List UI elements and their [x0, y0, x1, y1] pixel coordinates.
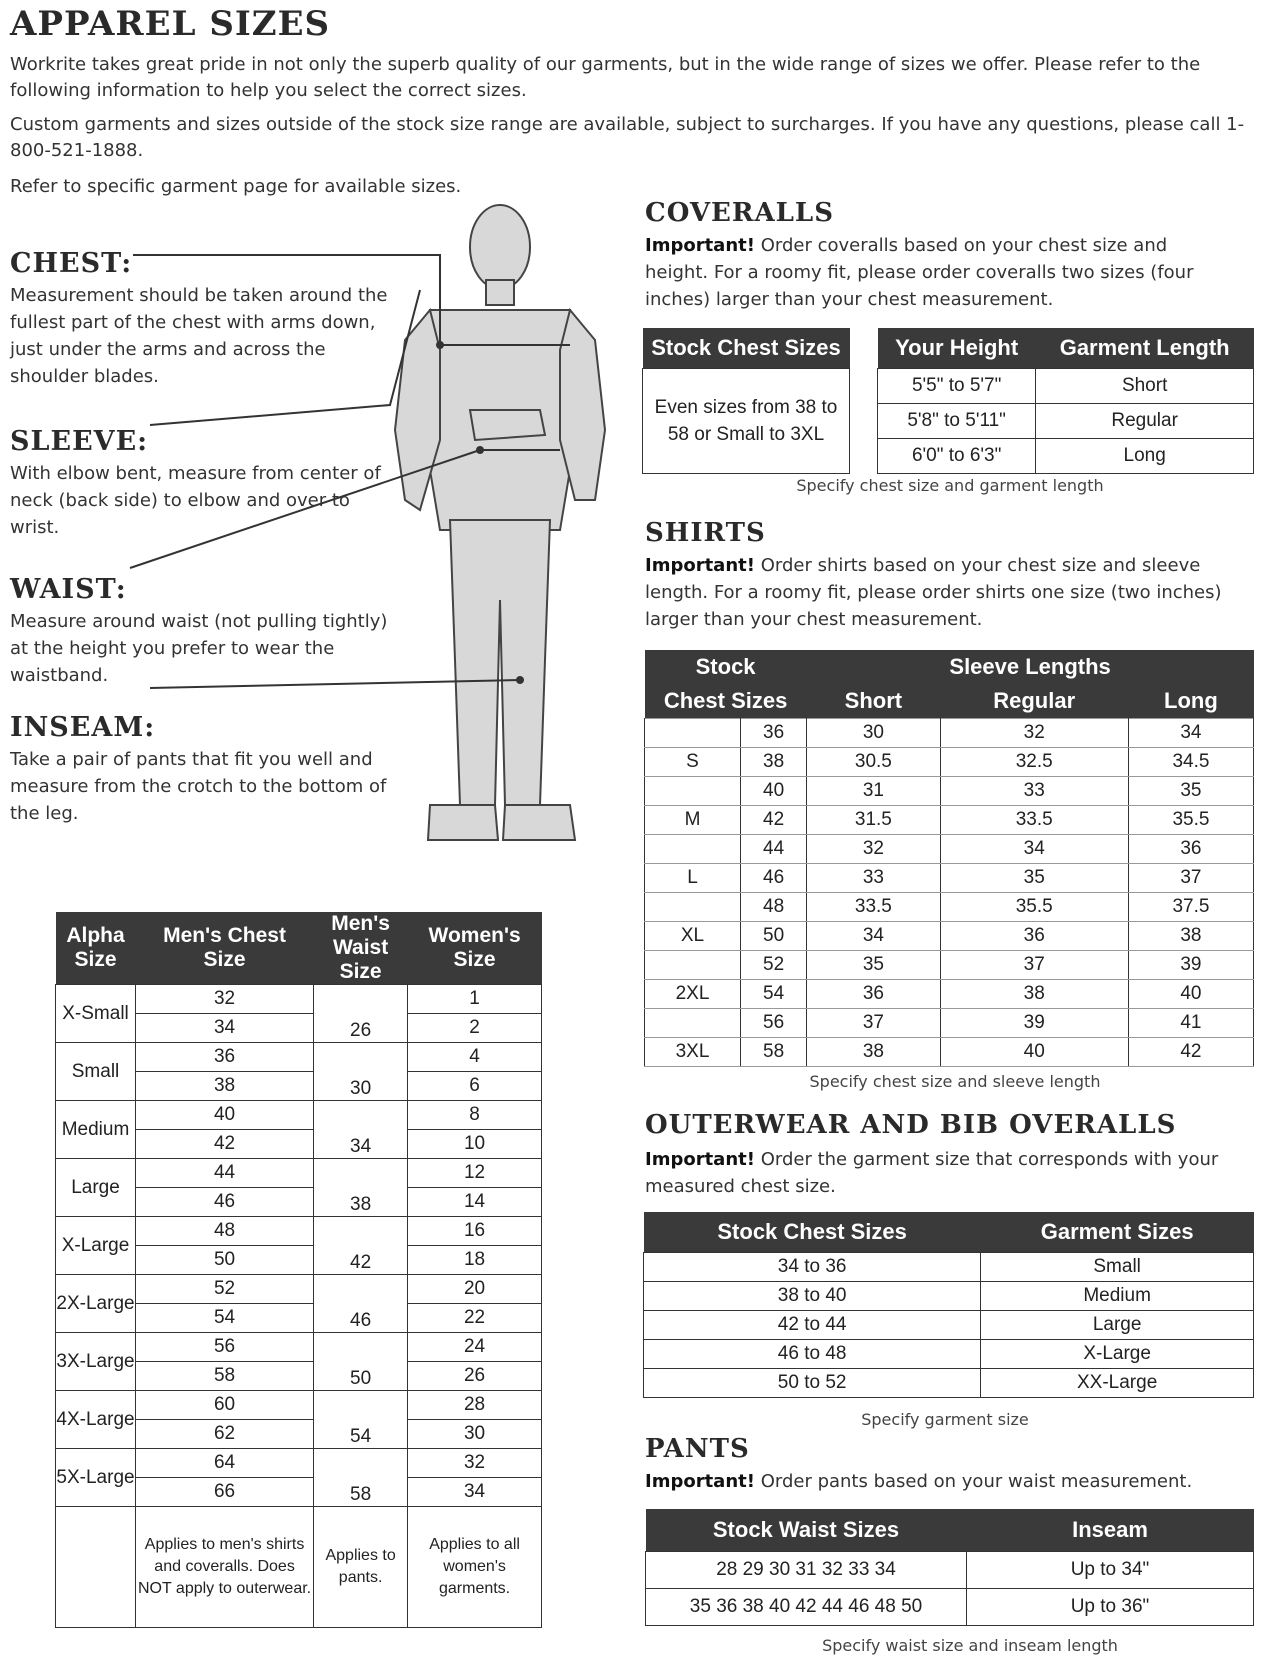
table-row — [56, 985, 542, 1014]
col-header-short: Short — [807, 684, 940, 719]
chest-cell: 36 — [741, 719, 807, 748]
alpha-cell — [645, 951, 741, 980]
alpha-size-cell: X-Large — [56, 1217, 136, 1275]
regular-cell: 32.5 — [940, 748, 1128, 777]
womens-size-cell: 34 — [408, 1478, 542, 1507]
womens-size-cell: 22 — [408, 1304, 542, 1333]
mens-chest-cell: 66 — [136, 1478, 314, 1507]
inseam-heading: INSEAM: — [10, 712, 156, 743]
table-row — [878, 404, 1254, 439]
height-cell: 5'8" to 5'11" — [878, 404, 1036, 439]
shirts-caption: Specify chest size and sleeve length — [809, 1072, 1101, 1091]
garment-size-cell: Large — [981, 1311, 1254, 1340]
regular-cell: 39 — [940, 1009, 1128, 1038]
mens-chest-cell: 44 — [136, 1159, 314, 1188]
intro-paragraph-1: Workrite takes great pride in not only the superb quality of our garments, but in the wide range of sizes we offer. Please refer to the following information to help you select the correct sizes. — [10, 54, 1201, 101]
womens-size-cell: 10 — [408, 1130, 542, 1159]
table-row — [644, 1340, 1254, 1369]
mens-chest-cell: 64 — [136, 1449, 314, 1478]
long-cell: 34.5 — [1128, 748, 1253, 777]
col-header-garment-length: Garment Length — [1036, 328, 1254, 369]
garment-size-cell: Small — [981, 1253, 1254, 1282]
important-label: Important! — [645, 235, 755, 256]
womens-size-cell: 4 — [408, 1043, 542, 1072]
col-header-stock-chest-sizes: Stock Chest Sizes — [644, 1212, 981, 1253]
alpha-cell — [645, 835, 741, 864]
table-row — [645, 980, 1254, 1009]
pants-instructions: Order pants based on your waist measurement. — [754, 1471, 1193, 1492]
table-row — [644, 1253, 1254, 1282]
shirts-text — [645, 552, 1245, 633]
garment-size-cell: XX-Large — [981, 1369, 1254, 1398]
table-row — [878, 439, 1254, 474]
short-cell: 34 — [807, 922, 940, 951]
table-row — [645, 864, 1254, 893]
table-row — [878, 369, 1254, 404]
coveralls-height-table — [877, 328, 1254, 474]
regular-cell: 40 — [940, 1038, 1128, 1067]
waist-text: Measure around waist (not pulling tightly) at the height you prefer to wear the waistband. — [10, 611, 388, 686]
short-cell: 35 — [807, 951, 940, 980]
long-cell: 37.5 — [1128, 893, 1253, 922]
alpha-size-cell: 3X-Large — [56, 1333, 136, 1391]
womens-size-cell: 2 — [408, 1014, 542, 1043]
long-cell: 38 — [1128, 922, 1253, 951]
important-label: Important! — [645, 1149, 755, 1170]
table-row — [645, 893, 1254, 922]
womens-size-cell: 1 — [408, 985, 542, 1014]
alpha-cell: 3XL — [645, 1038, 741, 1067]
note-women: Applies to all women's garments. — [408, 1507, 542, 1628]
chest-cell: 58 — [741, 1038, 807, 1067]
col-header-long: Long — [1128, 684, 1253, 719]
col-header-garment-sizes: Garment Sizes — [981, 1212, 1254, 1253]
coveralls-text — [645, 232, 1205, 313]
regular-cell: 35 — [940, 864, 1128, 893]
long-cell: 36 — [1128, 835, 1253, 864]
regular-cell: 32 — [940, 719, 1128, 748]
coveralls-chest-header: Stock Chest Sizes — [643, 328, 850, 369]
table-row — [644, 1311, 1254, 1340]
waist-sizes-cell: 35 36 38 40 42 44 46 48 50 — [646, 1589, 967, 1626]
col-header-regular: Regular — [940, 684, 1128, 719]
coveralls-caption: Specify chest size and garment length — [796, 476, 1104, 495]
long-cell: 40 — [1128, 980, 1253, 1009]
intro-paragraph-3: Refer to specific garment page for available sizes. — [10, 176, 462, 197]
mens-chest-cell: 38 — [136, 1072, 314, 1101]
pants-table — [645, 1509, 1254, 1626]
pants-heading: PANTS — [645, 1434, 750, 1464]
womens-size-cell: 8 — [408, 1101, 542, 1130]
short-cell: 30 — [807, 719, 940, 748]
garment-size-cell: Medium — [981, 1282, 1254, 1311]
mens-chest-cell: 32 — [136, 985, 314, 1014]
outerwear-table — [643, 1212, 1254, 1398]
alpha-cell: XL — [645, 922, 741, 951]
mens-chest-cell: 40 — [136, 1101, 314, 1130]
alpha-cell: 2XL — [645, 980, 741, 1009]
mens-waist-cell: 58 — [314, 1449, 408, 1507]
mens-waist-cell: 46 — [314, 1275, 408, 1333]
table-row — [645, 835, 1254, 864]
table-row — [645, 719, 1254, 748]
height-cell: 6'0" to 6'3" — [878, 439, 1036, 474]
alpha-size-cell: Medium — [56, 1101, 136, 1159]
table-row — [56, 1043, 542, 1072]
alpha-size-cell: 4X-Large — [56, 1391, 136, 1449]
table-row — [644, 1369, 1254, 1398]
womens-size-cell: 6 — [408, 1072, 542, 1101]
table-row — [56, 1101, 542, 1130]
short-cell: 31 — [807, 777, 940, 806]
garment-length-cell: Short — [1036, 369, 1254, 404]
waist-heading: WAIST: — [10, 574, 127, 605]
table-row — [645, 777, 1254, 806]
chest-heading: CHEST: — [10, 248, 133, 279]
chest-cell: 52 — [741, 951, 807, 980]
pants-caption: Specify waist size and inseam length — [822, 1636, 1118, 1655]
mens-chest-cell: 62 — [136, 1420, 314, 1449]
garment-length-cell: Regular — [1036, 404, 1254, 439]
col-header-womens-size: Women's Size — [408, 912, 542, 985]
empty-cell — [56, 1507, 136, 1628]
important-label: Important! — [645, 555, 755, 576]
sleeve-text: With elbow bent, measure from center of neck (back side) to elbow and over to wrist. — [10, 463, 381, 538]
mens-waist-cell: 42 — [314, 1217, 408, 1275]
table-row — [644, 1282, 1254, 1311]
alpha-cell — [645, 1009, 741, 1038]
mens-waist-cell: 26 — [314, 985, 408, 1043]
long-cell: 39 — [1128, 951, 1253, 980]
long-cell: 37 — [1128, 864, 1253, 893]
chest-cell: 48 — [741, 893, 807, 922]
note-waist: Applies to pants. — [314, 1507, 408, 1628]
chest-cell: 56 — [741, 1009, 807, 1038]
shirts-heading: SHIRTS — [645, 518, 766, 548]
long-cell: 35.5 — [1128, 806, 1253, 835]
pants-text — [645, 1468, 1245, 1495]
short-cell: 33 — [807, 864, 940, 893]
table-row — [646, 1552, 1254, 1589]
intro-paragraph-2: Custom garments and sizes outside of the stock size range are available, subject to surcharges. If you have any questions, please call 1-800-521-1888. — [10, 114, 1245, 161]
mens-waist-cell: 34 — [314, 1101, 408, 1159]
regular-cell: 33.5 — [940, 806, 1128, 835]
outerwear-text — [645, 1146, 1245, 1200]
alpha-size-cell: Small — [56, 1043, 136, 1101]
mens-waist-cell: 54 — [314, 1391, 408, 1449]
mens-chest-cell: 60 — [136, 1391, 314, 1420]
alpha-size-cell: Large — [56, 1159, 136, 1217]
note-chest: Applies to men's shirts and coveralls. Does NOT apply to outerwear. — [136, 1507, 314, 1628]
garment-size-cell: X-Large — [981, 1340, 1254, 1369]
alpha-size-cell: 2X-Large — [56, 1275, 136, 1333]
short-cell: 36 — [807, 980, 940, 1009]
stock-chest-cell: 50 to 52 — [644, 1369, 981, 1398]
mens-chest-cell: 36 — [136, 1043, 314, 1072]
mens-chest-cell: 52 — [136, 1275, 314, 1304]
table-row — [56, 1333, 542, 1362]
table-row — [646, 1589, 1254, 1626]
mens-waist-cell: 30 — [314, 1043, 408, 1101]
alpha-size-table — [55, 912, 542, 1628]
alpha-size-cell: 5X-Large — [56, 1449, 136, 1507]
chest-cell: 50 — [741, 922, 807, 951]
mens-chest-cell: 54 — [136, 1304, 314, 1333]
table-row — [645, 1038, 1254, 1067]
chest-cell: 44 — [741, 835, 807, 864]
regular-cell: 37 — [940, 951, 1128, 980]
regular-cell: 38 — [940, 980, 1128, 1009]
alpha-cell: L — [645, 864, 741, 893]
col-header-inseam: Inseam — [967, 1509, 1254, 1552]
short-cell: 37 — [807, 1009, 940, 1038]
womens-size-cell: 30 — [408, 1420, 542, 1449]
shirts-table — [644, 650, 1254, 1067]
chest-text: Measurement should be taken around the fullest part of the chest with arms down, just under the arms and across the shoulder blades. — [10, 285, 388, 387]
chest-cell: 40 — [741, 777, 807, 806]
regular-cell: 34 — [940, 835, 1128, 864]
mens-chest-cell: 50 — [136, 1246, 314, 1275]
table-row — [645, 922, 1254, 951]
coveralls-chest-text: Even sizes from 38 to 58 or Small to 3XL — [643, 369, 850, 474]
col-header-mens-waist: Men's Waist Size — [314, 912, 408, 985]
col-header-alpha-size: Alpha Size — [56, 912, 136, 985]
outerwear-heading: OUTERWEAR AND BIB OVERALLS — [645, 1110, 1177, 1140]
long-cell: 41 — [1128, 1009, 1253, 1038]
mens-chest-cell: 46 — [136, 1188, 314, 1217]
sleeve-heading: SLEEVE: — [10, 426, 149, 457]
stock-chest-cell: 38 to 40 — [644, 1282, 981, 1311]
stock-chest-cell: 46 to 48 — [644, 1340, 981, 1369]
mens-chest-cell: 34 — [136, 1014, 314, 1043]
stock-chest-cell: 42 to 44 — [644, 1311, 981, 1340]
table-row — [56, 1159, 542, 1188]
waist-sizes-cell: 28 29 30 31 32 33 34 — [646, 1552, 967, 1589]
mens-chest-cell: 48 — [136, 1217, 314, 1246]
garment-length-cell: Long — [1036, 439, 1254, 474]
mens-chest-cell: 42 — [136, 1130, 314, 1159]
col-header-stock-waist-sizes: Stock Waist Sizes — [646, 1509, 967, 1552]
short-cell: 32 — [807, 835, 940, 864]
womens-size-cell: 12 — [408, 1159, 542, 1188]
alpha-cell — [645, 719, 741, 748]
inseam-cell: Up to 34" — [967, 1552, 1254, 1589]
womens-size-cell: 24 — [408, 1333, 542, 1362]
page-title: APPAREL SIZES — [10, 4, 331, 44]
outerwear-instructions: Order the garment size that corresponds with your measured chest size. — [645, 1149, 1219, 1197]
chest-cell: 54 — [741, 980, 807, 1009]
coveralls-heading: COVERALLS — [645, 198, 834, 228]
womens-size-cell: 14 — [408, 1188, 542, 1217]
chest-cell: 42 — [741, 806, 807, 835]
coveralls-instructions: Order coveralls based on your chest size and height. For a roomy fit, please order coveralls two sizes (four inches) larger than your chest measurement. — [645, 235, 1194, 310]
chest-cell: 38 — [741, 748, 807, 777]
alpha-cell: M — [645, 806, 741, 835]
alpha-cell — [645, 893, 741, 922]
chest-cell: 46 — [741, 864, 807, 893]
table-row — [56, 1275, 542, 1304]
alpha-cell: S — [645, 748, 741, 777]
short-cell: 30.5 — [807, 748, 940, 777]
table-row — [645, 951, 1254, 980]
mens-waist-cell: 50 — [314, 1333, 408, 1391]
mens-waist-cell: 38 — [314, 1159, 408, 1217]
alpha-table-header-row — [56, 912, 542, 985]
long-cell: 34 — [1128, 719, 1253, 748]
col-header-chest-sizes: Chest Sizes — [645, 684, 807, 719]
regular-cell: 36 — [940, 922, 1128, 951]
mens-chest-cell: 56 — [136, 1333, 314, 1362]
stock-chest-cell: 34 to 36 — [644, 1253, 981, 1282]
table-row — [56, 1391, 542, 1420]
mens-chest-cell: 58 — [136, 1362, 314, 1391]
table-row — [56, 1217, 542, 1246]
short-cell: 33.5 — [807, 893, 940, 922]
table-row — [645, 806, 1254, 835]
short-cell: 38 — [807, 1038, 940, 1067]
long-cell: 42 — [1128, 1038, 1253, 1067]
womens-size-cell: 32 — [408, 1449, 542, 1478]
shirts-header-row-1 — [645, 650, 1254, 684]
alpha-size-cell: X-Small — [56, 985, 136, 1043]
shirts-header-row-2 — [645, 684, 1254, 719]
coveralls-chest-table — [642, 328, 850, 474]
regular-cell: 33 — [940, 777, 1128, 806]
table-row — [56, 1449, 542, 1478]
col-header-sleeve-lengths: Sleeve Lengths — [807, 650, 1254, 684]
important-label: Important! — [645, 1471, 755, 1492]
alpha-cell — [645, 777, 741, 806]
notes-row — [56, 1507, 542, 1628]
col-header-your-height: Your Height — [878, 328, 1036, 369]
height-cell: 5'5" to 5'7" — [878, 369, 1036, 404]
womens-size-cell: 20 — [408, 1275, 542, 1304]
womens-size-cell: 16 — [408, 1217, 542, 1246]
short-cell: 31.5 — [807, 806, 940, 835]
shirts-instructions: Order shirts based on your chest size and sleeve length. For a roomy fit, please order shirts one size (two inches) larger than your chest measurement. — [645, 555, 1222, 630]
table-row — [645, 748, 1254, 777]
outerwear-caption: Specify garment size — [861, 1410, 1029, 1429]
long-cell: 35 — [1128, 777, 1253, 806]
regular-cell: 35.5 — [940, 893, 1128, 922]
body-measurement-figure — [0, 200, 640, 880]
womens-size-cell: 28 — [408, 1391, 542, 1420]
inseam-text: Take a pair of pants that fit you well and measure from the crotch to the bottom of the leg. — [10, 749, 387, 824]
womens-size-cell: 26 — [408, 1362, 542, 1391]
womens-size-cell: 18 — [408, 1246, 542, 1275]
table-row — [645, 1009, 1254, 1038]
col-header-stock: Stock — [645, 650, 807, 684]
inseam-cell: Up to 36" — [967, 1589, 1254, 1626]
col-header-mens-chest: Men's Chest Size — [136, 912, 314, 985]
